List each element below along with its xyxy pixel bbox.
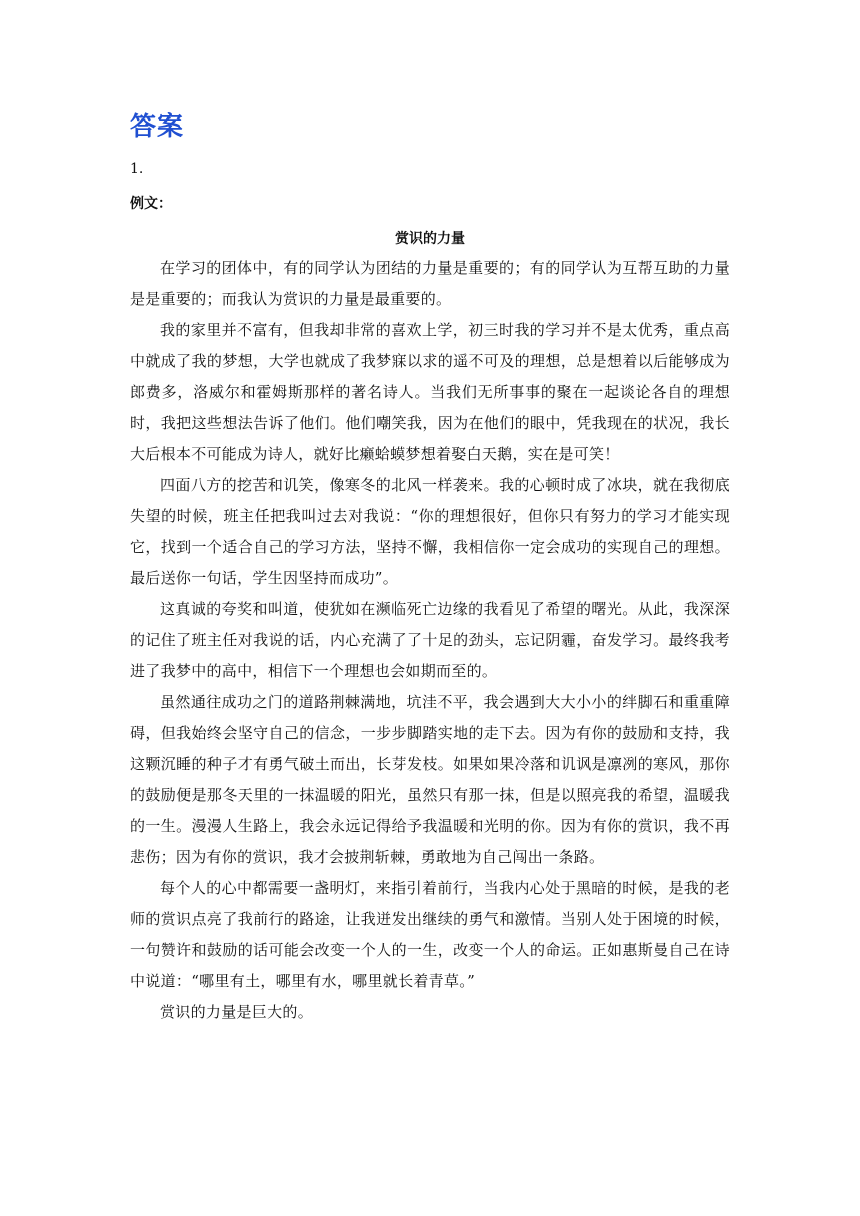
essay-title: 赏识的力量	[395, 231, 465, 247]
essay-paragraph-7: 赏识的力量是巨大的。	[160, 1003, 314, 1021]
essay-paragraph-2: 我的家里并不富有，但我却非常的喜欢上学，初三时我的学习并不是太优秀，重点高中就成了我的梦想，大学也就成了我梦寐以求的遥不可及的理想，总是想着以后能够成为郎费多，洛威尔和霍姆斯那样的著名诗人。当我们无所事事的聚在一起谈论各自的理想时，我把这些想法告诉了他们。他们嘲笑我，因为在他们的眼中，凭我现在的状况，我长大后根本不可能成为诗人，就好比癞蛤蟆梦想着娶白天鹅，实在是可笑！	[130, 321, 730, 463]
example-label: 例文：	[130, 196, 172, 212]
answer-heading: 答案	[130, 112, 185, 142]
essay-paragraph-3: 四面八方的挖苦和讥笑，像寒冬的北风一样袭来。我的心顿时成了冰块，就在我彻底失望的时候，班主任把我叫过去对我说：“你的理想很好，但你只有努力的学习才能实现它，找到一个适合自己的学习方法，坚持不懈，我相信你一定会成功的实现自己的理想。最后送你一句话，学生因坚持而成功”。	[130, 476, 730, 587]
essay-paragraph-4: 这真诚的夸奖和叫道，使犹如在濒临死亡边缘的我看见了希望的曙光。从此，我深深的记住了班主任对我说的话，内心充满了了十足的劲头，忘记阴霾，奋发学习。最终我考进了我梦中的高中，相信下一个理想也会如期而至的。	[130, 600, 730, 680]
answer-section	[130, 108, 730, 1028]
essay-paragraph-1: 在学习的团体中，有的同学认为团结的力量是重要的；有的同学认为互帮互助的力量是是重要的；而我认为赏识的力量是最重要的。	[130, 259, 730, 308]
question-number: 1.	[130, 161, 144, 177]
essay-paragraph-6: 每个人的心中都需要一盏明灯，来指引着前行，当我内心处于黑暗的时候，是我的老师的赏识点亮了我前行的路途，让我迸发出继续的勇气和激情。当别人处于困境的时候，一句赞许和鼓励的话可能会改变一个人的一生，改变一个人的命运。正如惠斯曼自己在诗中说道：“哪里有土，哪里有水，哪里就长着青草。”	[130, 879, 730, 990]
essay-paragraph-5: 虽然通往成功之门的道路荆棘满地，坑洼不平，我会遇到大大小小的绊脚石和重重障碍，但我始终会坚守自己的信念，一步步脚踏实地的走下去。因为有你的鼓励和支持，我这颗沉睡的种子才有勇气破土而出，长芽发枝。如果如果冷落和讥讽是凛冽的寒风，那你的鼓励便是那冬天里的一抹温暖的阳光，虽然只有那一抹，但是以照亮我的希望，温暖我的一生。漫漫人生路上，我会永远记得给予我温暖和光明的你。因为有你的赏识，我不再悲伤；因为有你的赏识，我才会披荆斩棘，勇敢地为自己闯出一条路。	[130, 693, 730, 866]
